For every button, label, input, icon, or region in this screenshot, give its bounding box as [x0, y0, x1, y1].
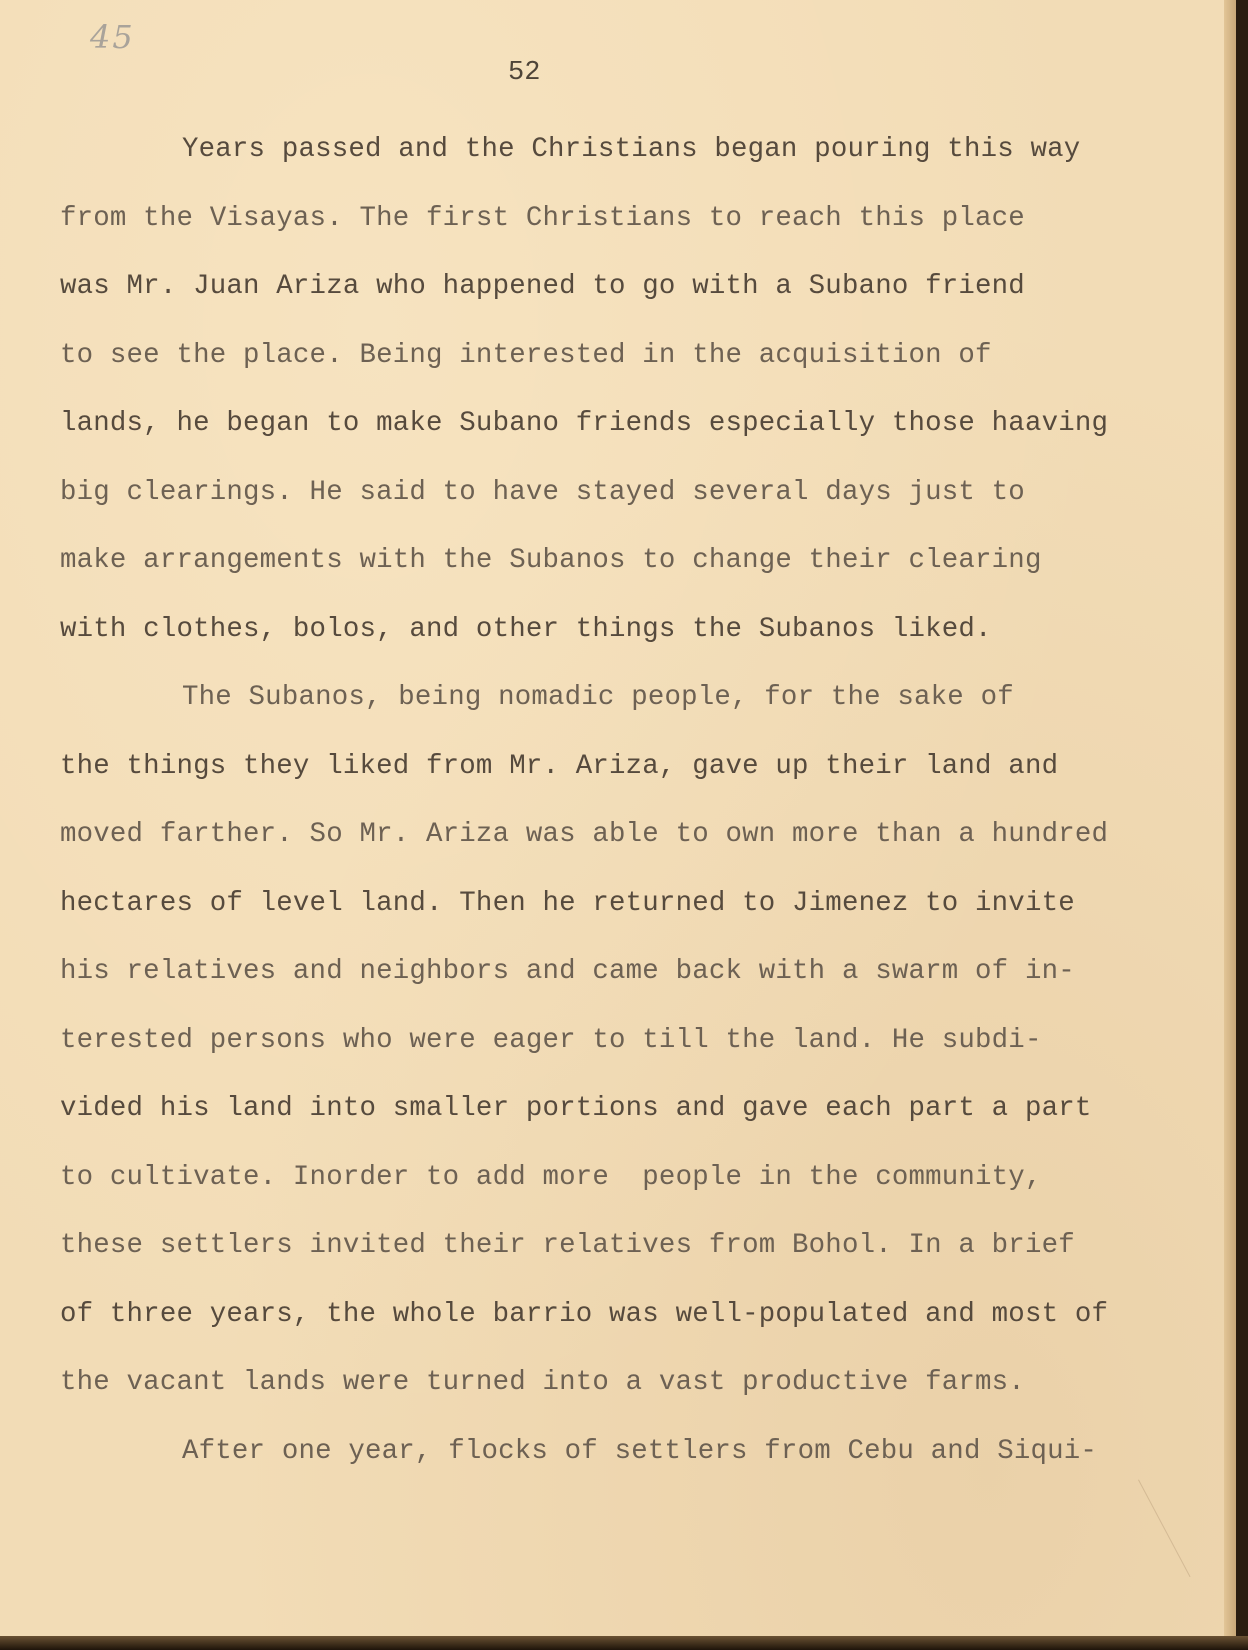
- text-line: to see the place. Being interested in the acquisition of: [60, 339, 992, 371]
- text-line: his relatives and neighbors and came back with a swarm of in-: [60, 956, 1075, 987]
- text-line: terested persons who were eager to till the land. He subdi-: [60, 1024, 1042, 1056]
- text-line: lands, he began to make Subano friends especially those haaving: [60, 408, 1109, 439]
- text-line: these settlers invited their relatives from Bohol. In a brief: [60, 1230, 1075, 1261]
- pencil-annotation: 45: [90, 18, 135, 56]
- body-text: [60, 116, 1210, 1486]
- text-line: After one year, flocks of settlers from Cebu and Siqui-: [182, 1435, 1098, 1467]
- text-line: to cultivate. Inorder to add more people in the community,: [60, 1161, 1042, 1193]
- text-line: big clearings. He said to have stayed several days just to: [60, 476, 1025, 508]
- text-line: from the Visayas. The first Christians to reach this place: [60, 202, 1025, 234]
- text-line: the vacant lands were turned into a vast productive farms.: [60, 1367, 1025, 1398]
- text-line: vided his land into smaller portions and gave each part a part: [60, 1093, 1092, 1124]
- text-line: moved farther. So Mr. Ariza was able to own more than a hundred: [60, 819, 1109, 850]
- page-bottom-edge: [0, 1636, 1248, 1650]
- text-line: hectares of level land. Then he returned to Jimenez to invite: [60, 887, 1075, 919]
- page-number: 52: [508, 58, 541, 88]
- page-crease: [1138, 1480, 1191, 1578]
- text-line: with clothes, bolos, and other things the Subanos liked.: [60, 613, 992, 645]
- text-line: Years passed and the Christians began pouring this way: [182, 134, 1081, 165]
- text-line: the things they liked from Mr. Ariza, gave up their land and: [60, 750, 1059, 782]
- text-line: make arrangements with the Subanos to change their clearing: [60, 545, 1042, 576]
- text-line: was Mr. Juan Ariza who happened to go with a Subano friend: [60, 271, 1025, 302]
- text-line: of three years, the whole barrio was well-populated and most of: [60, 1298, 1109, 1330]
- page-right-edge: [1224, 0, 1236, 1636]
- text-line: The Subanos, being nomadic people, for the sake of: [182, 682, 1014, 713]
